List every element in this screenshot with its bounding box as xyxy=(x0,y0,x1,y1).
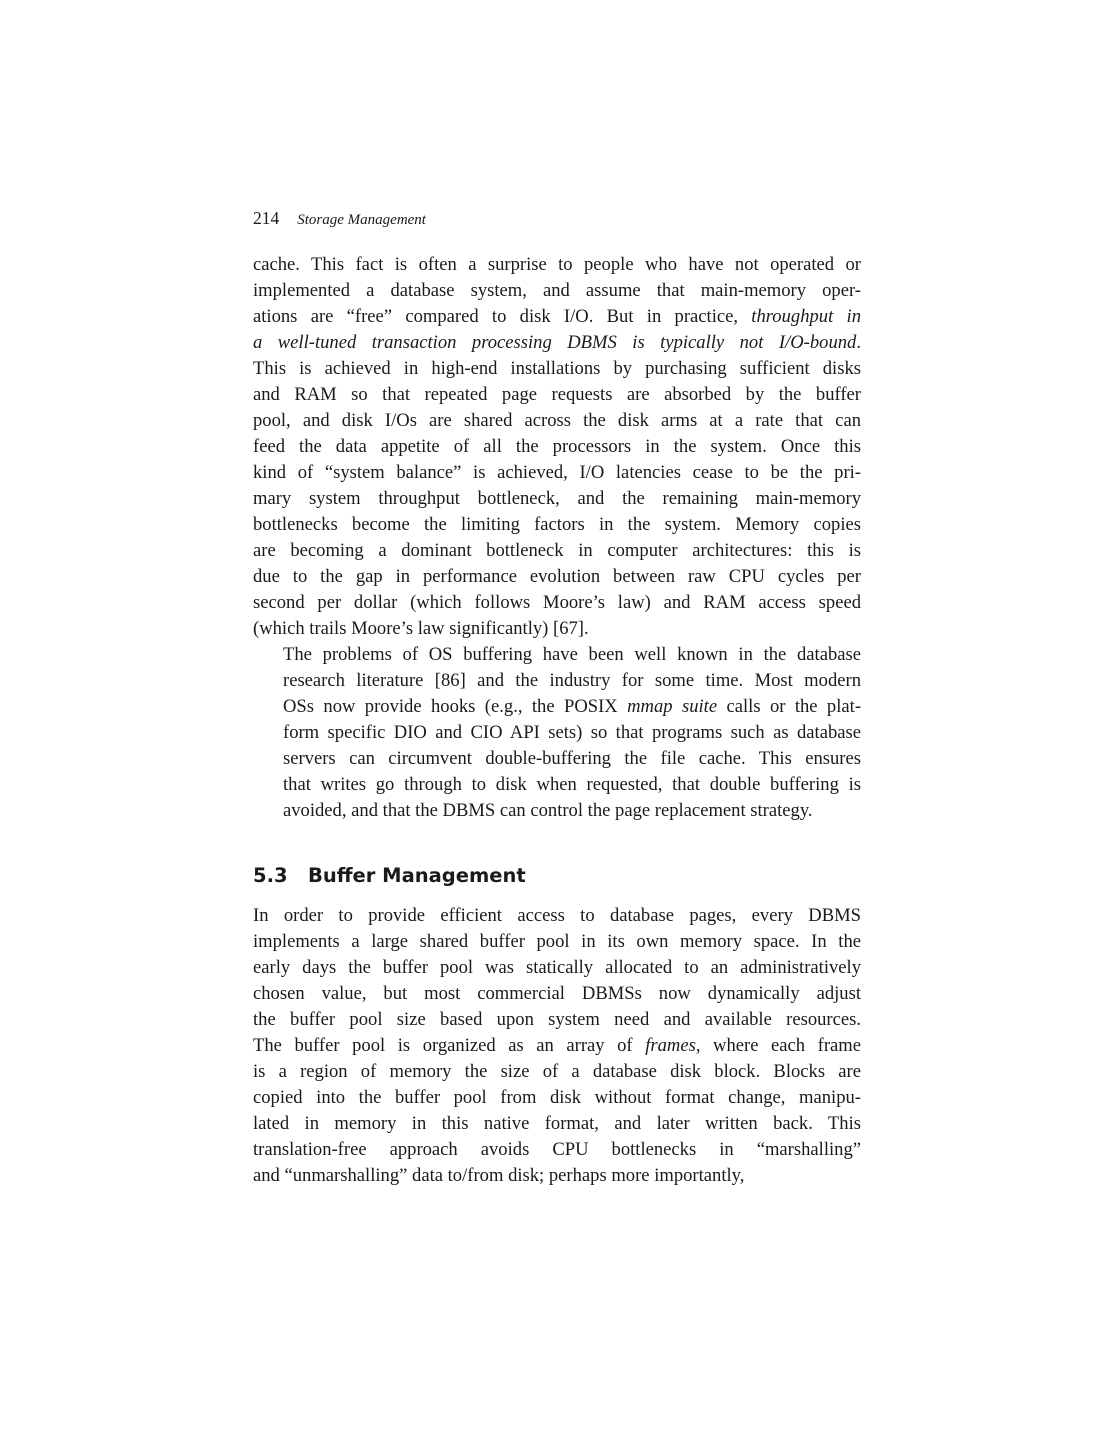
page-number: 214 xyxy=(253,208,280,228)
text-line: avoided, and that the DBMS can control the page replacement strategy. xyxy=(283,800,813,821)
section-title: Buffer Management xyxy=(308,864,526,887)
text-line: implemented a database system, and assume that main-memory oper- xyxy=(253,280,861,301)
body-text-section xyxy=(253,903,861,1189)
text-line: The problems of OS buffering have been well known in the database xyxy=(283,644,861,665)
emphasis-text: mmap suite xyxy=(627,696,718,717)
text-line: feed the data appetite of all the processors in the system. Once this xyxy=(253,436,861,457)
running-head xyxy=(253,205,861,231)
section-number: 5.3 xyxy=(253,864,288,887)
body-text xyxy=(253,252,861,824)
paragraph-2 xyxy=(253,642,861,824)
text-line: the buffer pool size based upon system need and available resources. xyxy=(253,1009,861,1030)
text-line: bottlenecks become the limiting factors in the system. Memory copies xyxy=(253,514,861,535)
text-line: OSs now provide hooks (e.g., the POSIX mmap suite calls or the plat- xyxy=(283,696,862,717)
text-line: a well-tuned transaction processing DBMS is typically not I/O-bound. xyxy=(253,332,861,353)
text-line: are becoming a dominant bottleneck in computer architectures: this is xyxy=(253,540,861,561)
text-line: translation-free approach avoids CPU bottlenecks in “marshalling” xyxy=(253,1139,861,1160)
text-line: mary system throughput bottleneck, and the remaining main-memory xyxy=(253,488,861,509)
text-line: servers can circumvent double-buffering the file cache. This ensures xyxy=(283,748,861,769)
text-line: ations are “free” compared to disk I/O. But in practice, throughput in xyxy=(253,306,861,327)
text-line: chosen value, but most commercial DBMSs now dynamically adjust xyxy=(253,983,861,1004)
text-line: cache. This fact is often a surprise to people who have not operated or xyxy=(253,254,861,275)
text-line: This is achieved in high-end installations by purchasing sufficient disks xyxy=(253,358,861,379)
text-line: due to the gap in performance evolution between raw CPU cycles per xyxy=(253,566,861,587)
text-line: The buffer pool is organized as an array of frames, where each frame xyxy=(253,1035,861,1056)
emphasis-text: throughput in xyxy=(751,306,861,327)
paragraph-3 xyxy=(253,903,861,1189)
text-line: and “unmarshalling” data to/from disk; perhaps more importantly, xyxy=(253,1165,745,1186)
text-line: implements a large shared buffer pool in its own memory space. In the xyxy=(253,931,861,952)
section-heading xyxy=(253,863,861,889)
emphasis-text: a well-tuned transaction processing DBMS is typically not I/O-bound xyxy=(253,332,857,353)
paragraph-1 xyxy=(253,252,861,642)
text-line: form specific DIO and CIO API sets) so that programs such as database xyxy=(283,722,861,743)
running-head-title: Storage Management xyxy=(297,212,426,228)
book-page xyxy=(253,205,861,1189)
text-line: copied into the buffer pool from disk without format change, manipu- xyxy=(253,1087,861,1108)
text-line: pool, and disk I/Os are shared across the disk arms at a rate that can xyxy=(253,410,861,431)
text-line: (which trails Moore’s law significantly) [67]. xyxy=(253,618,589,639)
emphasis-text: frames xyxy=(645,1035,696,1056)
text-line: early days the buffer pool was statically allocated to an administratively xyxy=(253,957,861,978)
text-line: that writes go through to disk when requested, that double buffering is xyxy=(283,774,861,795)
text-line: In order to provide efficient access to database pages, every DBMS xyxy=(253,905,861,926)
text-line: is a region of memory the size of a database disk block. Blocks are xyxy=(253,1061,861,1082)
text-line: lated in memory in this native format, and later written back. This xyxy=(253,1113,861,1134)
text-line: second per dollar (which follows Moore’s law) and RAM access speed xyxy=(253,592,861,613)
text-line: and RAM so that repeated page requests are absorbed by the buffer xyxy=(253,384,861,405)
text-line: research literature [86] and the industry for some time. Most modern xyxy=(283,670,861,691)
text-line: kind of “system balance” is achieved, I/O latencies cease to be the pri- xyxy=(253,462,861,483)
